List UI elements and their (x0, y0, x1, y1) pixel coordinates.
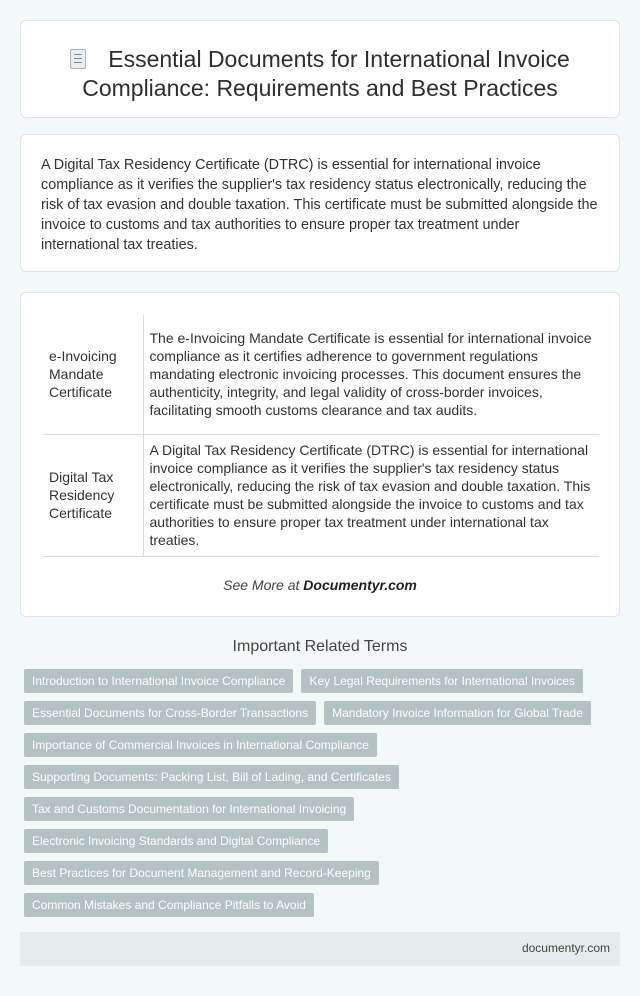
see-more-link[interactable]: Documentyr.com (303, 577, 417, 593)
document-description: The e-Invoicing Mandate Certificate is essential for international invoice compliance as it certifies adherence to government regulations mandating electronic invoicing processes. This document ensures the authenticity, integrity, and legal validity of cross-border invoices, facilitating smooth customs clearance and tax audits. (143, 315, 599, 434)
intro-card (20, 134, 620, 272)
title-card (20, 20, 620, 118)
related-term-tag[interactable]: Tax and Customs Documentation for International Invoicing (24, 797, 354, 821)
footer (20, 932, 620, 966)
related-term-tag[interactable]: Mandatory Invoice Information for Global Trade (324, 701, 591, 725)
see-more (21, 577, 619, 593)
related-term-tag[interactable]: Introduction to International Invoice Compliance (24, 669, 293, 693)
related-term-tag[interactable]: Common Mistakes and Compliance Pitfalls to Avoid (24, 893, 314, 917)
related-term-tag[interactable]: Essential Documents for Cross-Border Transactions (24, 701, 316, 725)
page-title (41, 45, 599, 103)
document-term: e-Invoicing Mandate Certificate (49, 348, 117, 401)
footer-site[interactable]: documentyr.com (521, 941, 610, 955)
related-term-tag[interactable]: Key Legal Requirements for International Invoices (301, 669, 582, 693)
related-terms-heading: Important Related Terms (232, 638, 408, 655)
related-term-tag[interactable]: Importance of Commercial Invoices in International Compliance (24, 733, 377, 757)
table-row (43, 315, 599, 434)
page-title-text: Essential Documents for International Invoice Compliance: Requirements and Best Practices (82, 46, 570, 101)
document-term: Digital Tax Residency Certificate (49, 469, 115, 521)
related-terms-list (24, 669, 620, 925)
table-row (43, 434, 599, 556)
related-term-tag[interactable]: Best Practices for Document Management and Record-Keeping (24, 861, 379, 885)
document-description: A Digital Tax Residency Certificate (DTRC) is essential for international invoice compliance as it verifies the supplier's tax residency status electronically, reducing the risk of tax evasion and double taxation. This certificate must be submitted alongside the invoice to customs and tax authorities to ensure proper tax treatment under international tax treaties. (143, 434, 599, 556)
documents-card (20, 292, 620, 617)
intro-text: A Digital Tax Residency Certificate (DTRC) is essential for international invoice compliance as it verifies the supplier's tax residency status electronically, reducing the risk of tax evasion and double taxation. This certificate must be submitted alongside the invoice to customs and tax authorities to ensure proper tax treatment under international tax treaties. (41, 157, 598, 253)
see-more-prefix: See More at (223, 577, 300, 593)
document-icon (70, 49, 86, 69)
related-term-tag[interactable]: Electronic Invoicing Standards and Digital Compliance (24, 829, 328, 853)
related-term-tag[interactable]: Supporting Documents: Packing List, Bill of Lading, and Certificates (24, 765, 399, 789)
documents-table (43, 315, 599, 557)
